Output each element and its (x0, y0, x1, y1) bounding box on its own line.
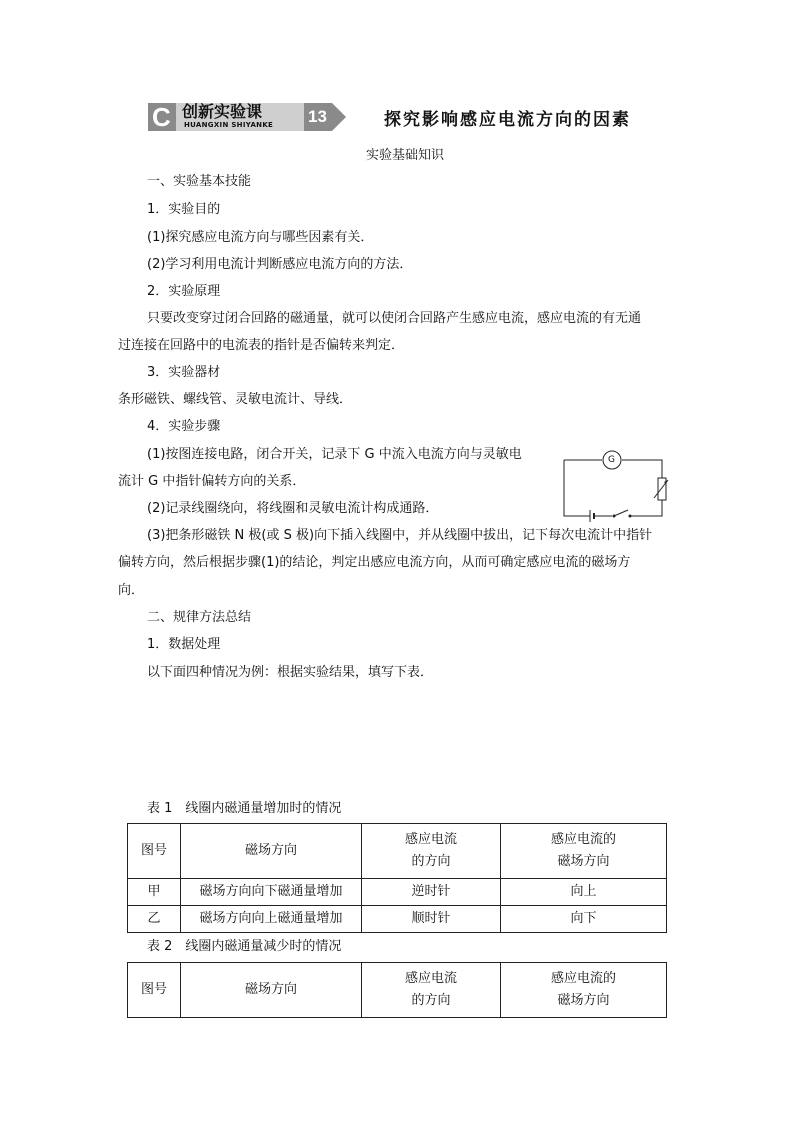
table1-header-figure: 图号 (128, 824, 181, 879)
banner-icon-letter: C (152, 102, 171, 132)
purpose-2: (2)学习利用电流计判断感应电流方向的方法． (147, 257, 413, 272)
purpose-heading: 1．实验目的 (147, 202, 221, 217)
step1-line-2: 流计 G 中指针偏转方向的关系． (118, 474, 306, 489)
table-cell: 磁场方向向下磁通量增加 (181, 879, 362, 906)
data-intro: 以下面四种情况为例：根据实验结果，填写下表． (147, 665, 434, 680)
step2-text: (2)记录线圈绕向，将线圈和灵敏电流计构成通路． (147, 501, 439, 516)
table-row (128, 879, 667, 906)
table2 (127, 962, 667, 1018)
table-cell: 甲 (128, 879, 181, 906)
table1-header-induced-field: 感应电流的 磁场方向 (501, 824, 667, 879)
table-cell: 顺时针 (362, 906, 501, 933)
section-heading: 实验基础知识 (366, 148, 445, 163)
table2-caption: 表 2 线圈内磁通量减少时的情况 (147, 939, 342, 954)
steps-heading: 4．实验步骤 (147, 419, 221, 434)
banner-series-pinyin: HUANGXIN SHIYANKE (184, 121, 274, 129)
lesson-banner (148, 102, 358, 132)
table-cell: 向下 (501, 906, 667, 933)
step3-line-2: 偏转方向，然后根据步骤(1)的结论，判定出感应电流方向，从而可确定感应电流的磁场方 (118, 555, 631, 570)
table2-header-field: 磁场方向 (181, 963, 362, 1018)
table2-header-current: 感应电流 的方向 (362, 963, 501, 1018)
table-cell: 乙 (128, 906, 181, 933)
equipment-heading: 3．实验器材 (147, 365, 221, 380)
step3-line-3: 向． (118, 583, 145, 598)
magnet-coil-figures (260, 692, 580, 788)
table2-header-figure: 图号 (128, 963, 181, 1018)
principle-heading: 2．实验原理 (147, 284, 221, 299)
principle-line-2: 过连接在回路中的电流表的指针是否偏转来判定． (118, 338, 405, 353)
table-row (128, 906, 667, 933)
part2-heading: 二、规律方法总结 (147, 610, 252, 625)
step3-line-1: (3)把条形磁铁 N 极(或 S 极)向下插入线圈中，并从线圈中拔出，记下每次电流计中指针 (147, 528, 653, 543)
table-cell: 向上 (501, 879, 667, 906)
galvanometer-label: G (608, 455, 615, 465)
equipment-text: 条形磁铁、螺线管、灵敏电流计、导线． (118, 392, 353, 407)
table1-header-current: 感应电流 的方向 (362, 824, 501, 879)
data-heading: 1．数据处理 (147, 637, 221, 652)
purpose-1: (1)探究感应电流方向与哪些因素有关． (147, 230, 374, 245)
banner-series-cn: 创新实验课 (182, 102, 263, 121)
principle-line-1: 只要改变穿过闭合回路的磁通量，就可以使闭合回路产生感应电流，感应电流的有无通 (147, 311, 642, 326)
banner-lesson-number: 13 (308, 107, 327, 126)
table-cell: 磁场方向向上磁通量增加 (181, 906, 362, 933)
step1-line-1: (1)按图连接电路，闭合开关，记录下 G 中流入电流方向与灵敏电 (147, 447, 522, 462)
part1-heading: 一、实验基本技能 (147, 174, 252, 189)
circuit-diagram (558, 446, 670, 526)
table2-header-induced-field: 感应电流的 磁场方向 (501, 963, 667, 1018)
page-title: 探究影响感应电流方向的因素 (384, 110, 631, 130)
table1 (127, 823, 667, 933)
table1-caption: 表 1 线圈内磁通量增加时的情况 (147, 801, 342, 816)
table-cell: 逆时针 (362, 879, 501, 906)
table1-header-field: 磁场方向 (181, 824, 362, 879)
